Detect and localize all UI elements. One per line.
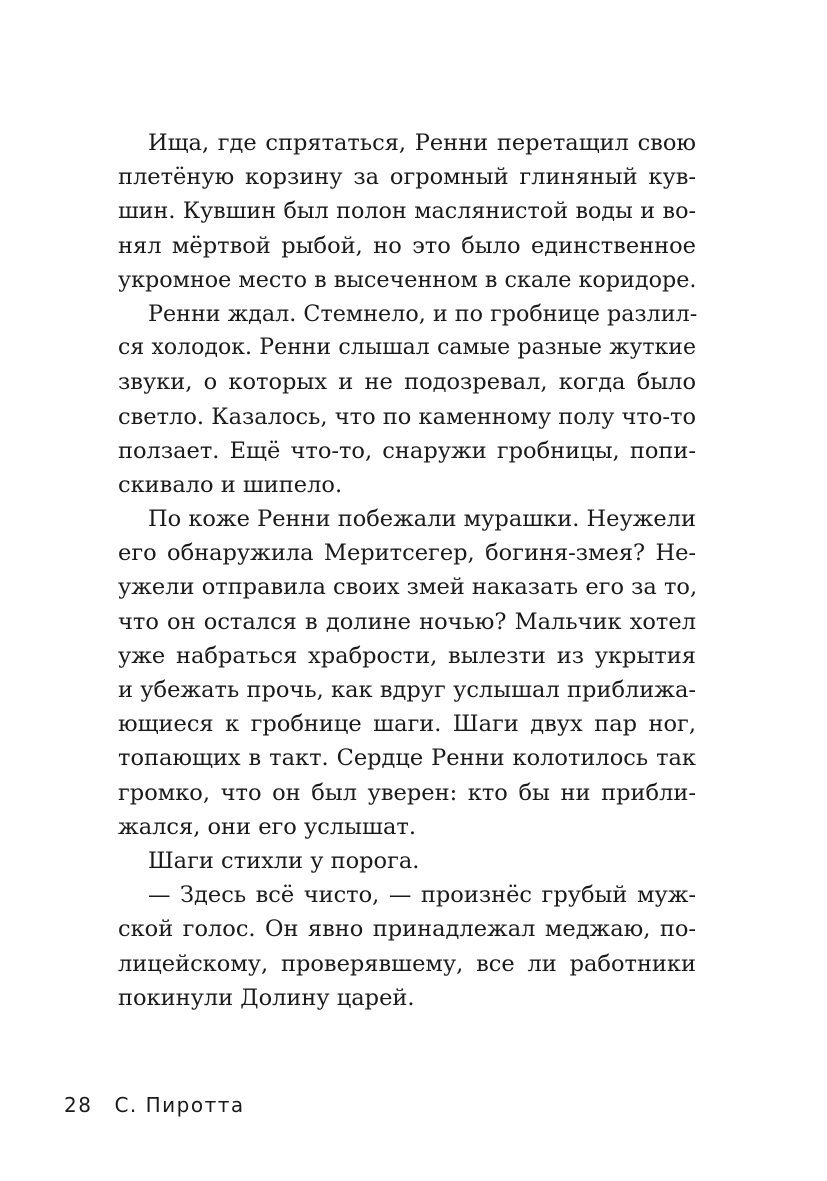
text-line: и убежать прочь, как вдруг услышал приближа- <box>118 677 696 703</box>
text-line: Ренни ждал. Стемнело, и по гробнице разлил- <box>148 300 698 327</box>
text-line: громко, что он был уверен: кто бы ни прибли- <box>118 779 696 806</box>
text-line: нял мёртвой рыбой, но это было единственное <box>118 232 696 259</box>
text-line: ужели отправила своих змей наказать его за то, <box>118 574 698 601</box>
page-footer <box>64 1093 245 1117</box>
text-line: шин. Кувшин был полон маслянистой воды и во- <box>118 198 696 225</box>
body-text <box>118 126 696 1015</box>
text-line: плетёную корзину за огромный глиняный кув- <box>118 164 696 191</box>
text-line: что он остался в долине ночью? Мальчик хотел <box>118 608 696 635</box>
text-line: уже набраться храбрости, вылезти из укрытия <box>118 642 696 669</box>
text-line: ся холодок. Ренни слышал самые разные жуткие <box>118 335 696 361</box>
text-line: укромное место в высеченном в скале коридоре. <box>118 266 697 293</box>
text-line: Шаги стихли у порога. <box>148 847 420 874</box>
text-line: лицейскому, проверявшему, все ли работники <box>118 950 696 977</box>
text-line: — Здесь всё чисто, — произнёс грубый муж- <box>148 882 696 909</box>
text-line: светло. Казалось, что по каменному полу что-то <box>118 403 696 430</box>
text-line: скивало и шипело. <box>118 471 343 498</box>
text-line: ющиеся к гробнице шаги. Шаги двух пар ног, <box>118 711 696 738</box>
text-line: По коже Ренни побежали мурашки. Неужели <box>148 506 696 533</box>
text-line: жался, они его услышат. <box>118 813 416 840</box>
text-line: топающих в такт. Сердце Ренни колотилось так <box>118 745 696 772</box>
text-line: его обнаружила Меритсегер, богиня-змея? Не- <box>118 540 696 567</box>
running-author: С. Пиротта <box>114 1093 245 1117</box>
page-number: 28 <box>64 1093 93 1117</box>
text-line: ползает. Ещё что-то, снаружи гробницы, попи- <box>118 437 696 464</box>
text-line: ской голос. Он явно принадлежал меджаю, по- <box>118 916 696 943</box>
text-line: Ища, где спрятаться, Ренни перетащил свою <box>148 130 696 156</box>
text-line: покинули Долину царей. <box>118 984 415 1011</box>
text-line: звуки, о которых и не подозревал, когда было <box>118 369 696 396</box>
